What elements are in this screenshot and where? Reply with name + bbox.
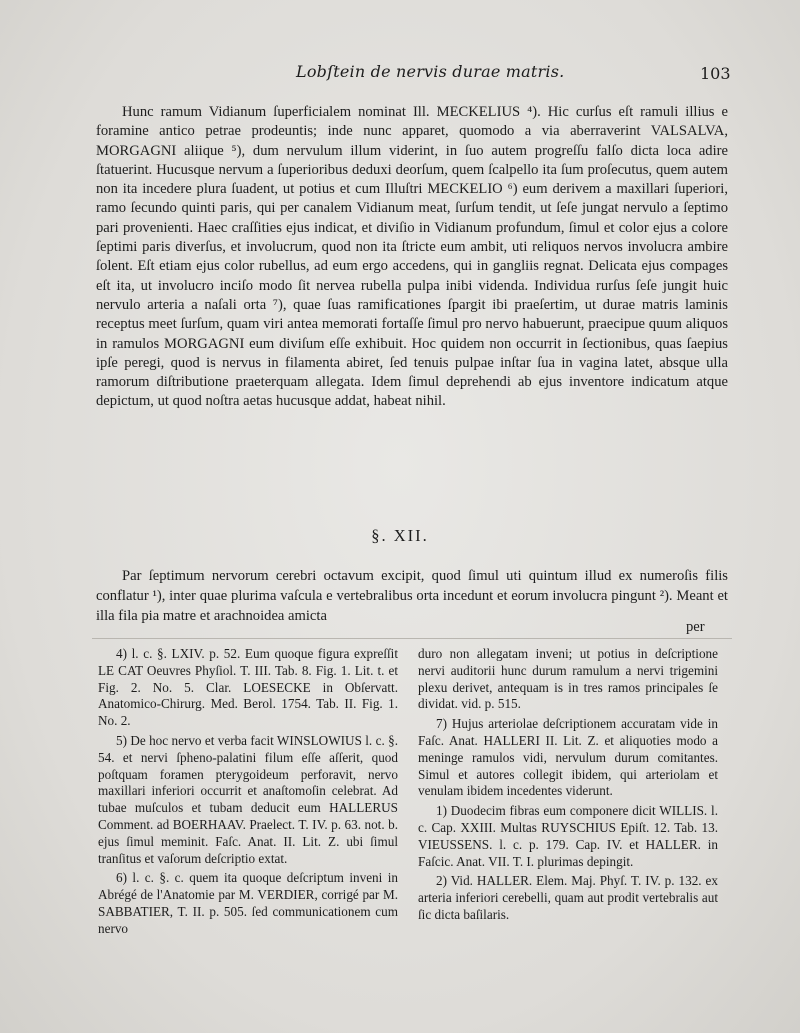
running-head [0, 62, 800, 86]
footnote: 2) Vid. HALLER. Elem. Maj. Phyſ. T. IV. p. 132. ex arteria inferiori cerebelli, quam aut prodit vertebralis aut ſic dicta baſilaris. [418, 873, 718, 922]
footnote: 5) De hoc nervo et verba facit WINSLOWIUS l. c. §. 54. et nervi ſpheno-palatini filum eſſe aſſerit, quod poſtquam foramen pterygoideum perforavit, nervo maxillari inferiori occurrit et anaſtomoſin celebrat. Ad tubae muſculos et tubam deducit eum HALLERUS Comment. ad BOERHAAV. Praelect. T. IV. p. 63. not. b. ejus ſimul meminit. Faſc. Anat. II. Lit. Z. ubi ſimul tranſitus et vaſorum deſcriptio extat. [98, 732, 398, 866]
page-number: 103 [700, 64, 731, 83]
footnote: 7) Hujus arteriolae deſcriptionem accuratam vide in Faſc. Anat. HALLERI II. Lit. Z. et aliquoties modo a meninge ramulos vidi, nervulum durum comitantes. Simul et autores collegit ibidem, qui arteriolam et venulam ibidem incedentes viderunt. [418, 716, 718, 799]
footnote-divider [92, 638, 732, 639]
footnote: 1) Duodecim fibras eum componere dicit WILLIS. l. c. Cap. XXIII. Multas RUYSCHIUS Epiſt. 12. Tab. 13. VIEUSSENS. l. c. p. 179. Cap. IV. et HALLER. in Faſcic. Anat. VII. T. I. plurimas depingit. [418, 803, 718, 869]
section-heading: §. XII. [371, 526, 429, 545]
footnote-continuation: duro non allegatam inveni; ut potius in deſcriptione nervi auditorii hunc durum ramulum a nervi trigemini plexu derivet, antequam is in tres ramos principales ſe dividat. vid. p. 515. [418, 646, 718, 712]
footnotes [98, 646, 726, 1026]
paragraph-2: Par ſeptimum nervorum cerebri octavum excipit, quod ſimul uti quintum illud ex numeroſis filis conflatur ¹), inter quae plurima vaſcula e vertebralibus orta incedunt et eorum involucra pingunt ²). Meant et illa fila pia matre et arachnoidea amicta [96, 567, 728, 624]
paragraph-1: Hunc ramum Vidianum ſuperficialem nominat Ill. MECKELIUS ⁴). Hic curſus eſt ramuli illius e foramine antico petrae prodeuntis; inde nunc apparet, quomodo a via aberraverint VALSALVA, MORGAGNI aliique ⁵), dum nervulum illum viderint, in ſuo autem progreſſu falſo dicta loca adire ſtatuerint. Hucusque nervum a ſuperioribus deduxi deorſum, quem ſcalpello ita ſum proſecutus, quem autem non ita incedere plura ſuadent, ut potius et cum Illuſtri MECKELIO ⁶) eum derivem a maxillari ſuperiori, ramo ſecundo quinti paris, qui per canalem Vidianum meat, ſurſum tendit, ut ſeſe jungat nervulo a ſeptimo pari provenienti. Haec craſſities ejus indicat, et diviſio in Vidianum profundum, ſimul et color ejus a colore ſeptimi paris diverſus, et involucrum, quod non ita ſtricte eum ambit, uti reliquos nervos involucra ambire ſolent. Eſt etiam ejus color rubellus, ad eum ergo accedens, qui in gangliis regnat. Delicata ejus compages eſt ita, ut involucro inciſo modo ſit nervea rubella pulpa inibi videnda. Individua rurſus ſeſe jungit huic nervulo arteria a naſali orta ⁷), quae ſuas ramificationes ſpargit ibi praeſertim, ut durae matris laminis receptus meet ſurſum, quam viri antea memorati fortaſſe ſimul pro nervo habuerunt, praecipue quum aliquos in ramulos MORGAGNI eum diviſum eſſe exhibuit. Hoc quidem non occurrit in ſectionibus, quas ſaepius ipſe peregi, quod is nervus in filamenta abiret, ſed tenuis pulpae inſtar ſua in vagina latet, absque ulla ramorum diſtributione praeterquam allegata. Idem ſimul deprehendi ab ejus inventore indicatum atque depictum, ut quod noſtra aetas hucusque addat, habeat nihil. [96, 104, 728, 410]
footnote: 4) l. c. §. LXIV. p. 52. Eum quoque figura expreſſit LE CAT Oeuvres Phyſiol. T. III. Tab. 8. Fig. 1. Lit. t. et Fig. 2. No. 5. Clar. LOESECKE in Obſervatt. Anatomico-Chirurg. Med. Berol. 1754. Tab. II. Fig. 1. No. 2. [98, 646, 398, 729]
footnote-column-left [98, 646, 398, 941]
footnote: 6) l. c. §. c. quem ita quoque deſcriptum inveni in Abrégé de l'Anatomie par M. VERDIER, corrigé par M. SABBATIER, T. II. p. 505. ſed communicationem cum nervo [98, 870, 398, 936]
catchword: per [686, 619, 705, 635]
running-title: Lobſtein de nervis durae matris. [296, 62, 565, 81]
body-text [96, 103, 728, 412]
footnote-column-right [418, 646, 718, 927]
